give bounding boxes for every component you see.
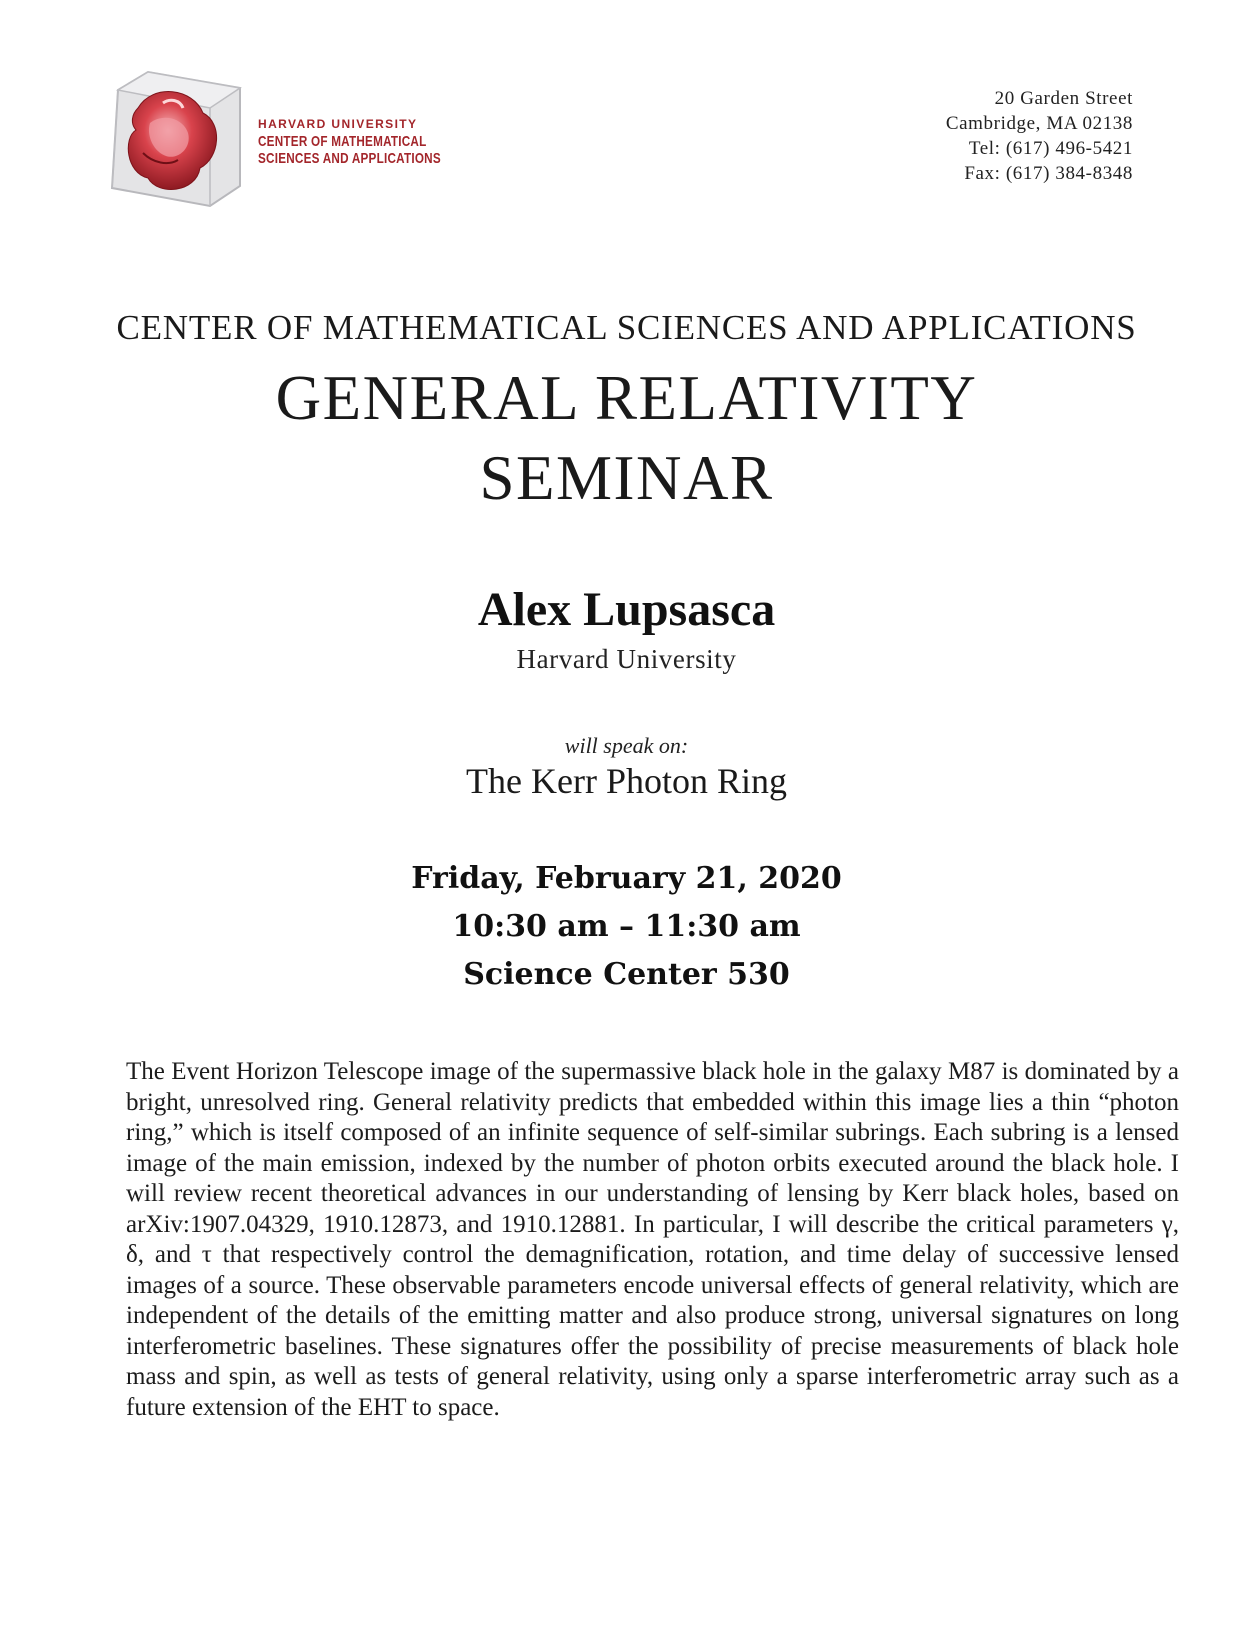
abstract-paragraph: The Event Horizon Telescope image of the supermassive black hole in the galaxy M87 is dominated by a bright, unresolved ring. General relativity predicts that embedded within this image lies a thin “photon ring,” which is itself composed of an infinite sequence of self-similar subrings. Each subring is a lensed image of the main emission, indexed by the number of photon orbits executed around the black hole. I will review recent theoretical advances in our understanding of lensing by Kerr black holes, based on arXiv:1907.04329, 1910.12873, and 1910.12881. In particular, I will describe the critical parameters γ, δ, and τ that respectively control the demagnification, rotation, and time delay of successive lensed images of a source. These observable parameters encode universal effects of general relativity, which are independent of the details of the emitting matter and also produce strong, universal signatures on long interferometric baselines. These signatures offer the possibility of precise measurements of black hole mass and spin, as well as tests of general relativity, using only a sparse interferometric array such as a future extension of the EHT to space. [126,1058,1179,1421]
logo-wordmark [258,116,492,167]
address-block [946,86,1133,186]
seminar-title-line2: SEMINAR [479,443,774,513]
seminar-title-line1: GENERAL RELATIVITY [275,363,978,433]
address-city: Cambridge, MA 02138 [945,113,1133,134]
center-name-heading: CENTER OF MATHEMATICAL SCIENCES AND APPLICATIONS [116,308,1137,347]
speaker-name: Alex Lupsasca [477,583,776,636]
talk-title: The Kerr Photon Ring [466,761,787,801]
address-phone: Tel: (617) 496-5421 [968,138,1133,159]
event-date: Friday, February 21, 2020 [411,861,842,896]
event-location: Science Center 530 [463,957,790,992]
logo-center-line1: CENTER OF MATHEMATICAL [258,133,427,150]
logo-center-line2: SCIENCES AND APPLICATIONS [258,150,441,167]
talk-intro: will speak on: [564,733,689,758]
logo-university: HARVARD UNIVERSITY [258,117,418,131]
cube-logo-icon [108,68,246,210]
address-street: 20 Garden Street [994,88,1133,109]
cmsa-logo [108,68,448,210]
event-time: 10:30 am – 11:30 am [452,909,801,944]
seminar-title [0,358,1253,518]
event-details [0,855,1253,999]
address-fax: Fax: (617) 384-8348 [964,163,1133,184]
speaker-affiliation: Harvard University [516,644,737,674]
